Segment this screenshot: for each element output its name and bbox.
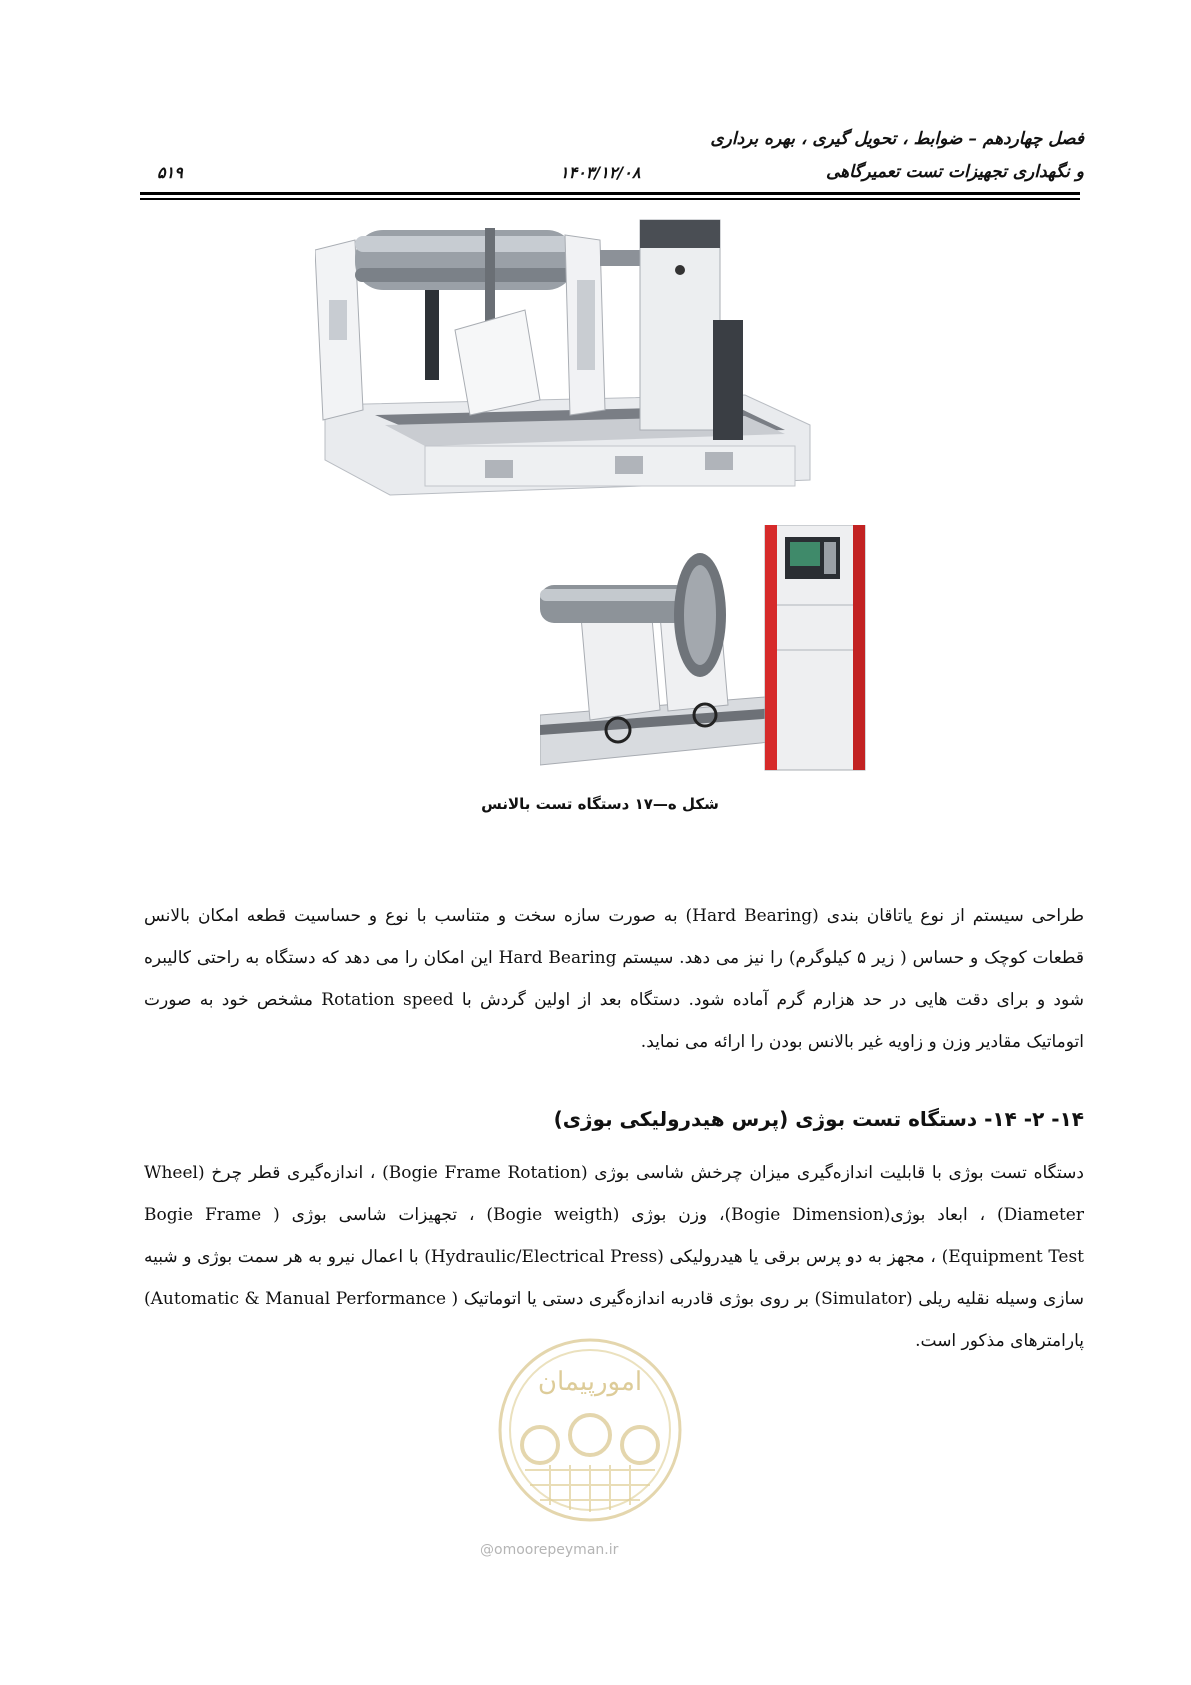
figure-caption: شکل ه—۱۷ دستگاه تست بالانس	[481, 795, 719, 813]
balancing-machine-photo-2	[540, 525, 880, 775]
header-rule-thin	[140, 198, 1080, 200]
header-rule	[140, 192, 1080, 195]
watermark-logo	[480, 1330, 700, 1530]
header-date: ۱۴۰۳/۱۲/۰۸	[560, 163, 641, 182]
section-heading: ۱۴- ۲- ۱۴- دستگاه تست بوژی (پرس هیدرولیکی بوژی)	[553, 1107, 1084, 1131]
watermark-logo-text: امورپیمان	[537, 1367, 643, 1397]
watermark-site: @omoorepeyman.ir	[480, 1542, 619, 1558]
chapter-subtitle: و نگهداری تجهیزات تست تعمیرگاهی	[825, 162, 1084, 182]
chapter-title: فصل چهاردهم – ضوابط ، تحویل گیری ، بهره برداری	[710, 129, 1084, 149]
page-number: ۵۱۹	[157, 163, 183, 182]
paragraph-hard-bearing: طراحی سیستم از نوع یاتاقان بندی (Hard Bearing) به صورت سازه سخت و متناسب با نوع و حساسیت قطعه امکان بالانس قطعات کوچک و حساس ( زیر ۵ کیلوگرم) را نیز می دهد. سیستم Hard Bearing این امکان را می دهد که دستگاه به راحتی کالیبره شود و برای دقت هایی در حد هزارم گرم آماده شود. دستگاه بعد از اولین گردش با Rotation speed مشخص خود به صورت اتوماتیک مقادیر وزن و زاویه غیر بالانس بودن را ارائه می نماید.	[144, 906, 1085, 1052]
balancing-machine-photo-1	[315, 210, 815, 510]
paragraph-bogie-test: دستگاه تست بوژی با قابلیت اندازه‌گیری میزان چرخش شاسی بوژی (Bogie Frame Rotation) ، اندازه‌گیری قطر چرخ (Wheel Diameter) ، ابعاد بوژی(Bogie Dimension)، وزن بوژی (Bogie weigth) ، تجهیزات شاسی بوژی ( Bogie Frame Equipment Test) ، مجهز به دو پرس برقی یا هیدرولیکی (Hydraulic/Electrical Press) با اعمال نیرو به هر سمت بوژی و شبیه سازی وسیله نقلیه ریلی (Simulator) بر روی بوژی قادربه اندازه‌گیری دستی یا اتوماتیک ( Automatic & Manual Performance) پارامترهای مذکور است.	[144, 1163, 1085, 1351]
